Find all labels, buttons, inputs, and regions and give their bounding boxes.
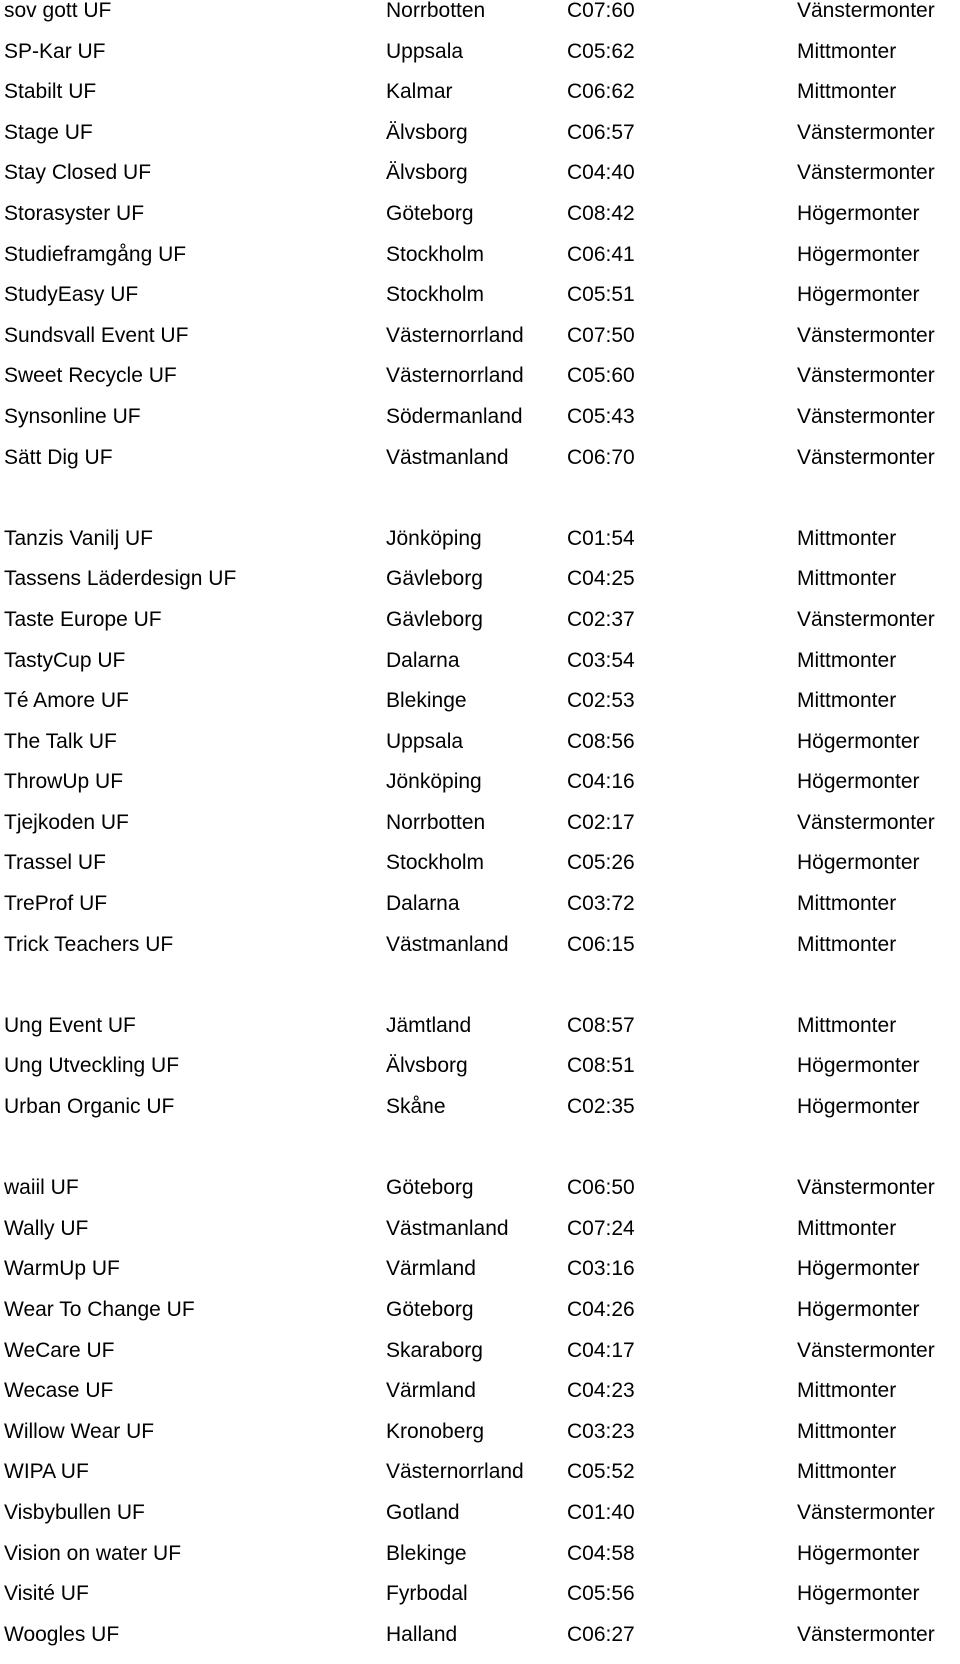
booth-position: Mittmonter bbox=[797, 526, 897, 550]
company-name: Wecase UF bbox=[4, 1379, 114, 1403]
table-row bbox=[2, 1502, 958, 1543]
booth-code: C02:37 bbox=[567, 607, 635, 631]
booth-position: Vänstermonter bbox=[797, 323, 935, 347]
company-name: StudyEasy UF bbox=[4, 283, 139, 307]
booth-code: C05:51 bbox=[567, 283, 635, 307]
booth-position: Högermonter bbox=[797, 201, 920, 225]
company-name: The Talk UF bbox=[4, 729, 117, 753]
booth-code: C03:72 bbox=[567, 892, 635, 916]
company-region: Blekinge bbox=[386, 689, 467, 713]
booth-code: C07:24 bbox=[567, 1216, 635, 1240]
booth-position: Högermonter bbox=[797, 1257, 920, 1281]
booth-code: C06:41 bbox=[567, 242, 635, 266]
table-row bbox=[2, 284, 958, 325]
company-region: Södermanland bbox=[386, 404, 523, 428]
company-region: Uppsala bbox=[386, 39, 464, 63]
booth-code: C06:62 bbox=[567, 80, 635, 104]
company-name: Trassel UF bbox=[4, 851, 106, 875]
booth-code: C04:23 bbox=[567, 1379, 635, 1403]
company-region: Jönköping bbox=[386, 770, 482, 794]
company-name: Tjejkoden UF bbox=[4, 810, 129, 834]
company-region: Skåne bbox=[386, 1095, 446, 1119]
booth-position: Högermonter bbox=[797, 242, 920, 266]
company-region: Västmanland bbox=[386, 932, 509, 956]
booth-position: Mittmonter bbox=[797, 689, 897, 713]
table-row bbox=[2, 1096, 958, 1137]
company-region: Värmland bbox=[386, 1257, 476, 1281]
company-region: Norrbotten bbox=[386, 810, 486, 834]
company-region: Norrbotten bbox=[386, 0, 486, 22]
booth-code: C06:57 bbox=[567, 120, 635, 144]
table-row bbox=[2, 0, 958, 41]
booth-position: Högermonter bbox=[797, 729, 920, 753]
company-region: Jönköping bbox=[386, 526, 482, 550]
booth-position: Mittmonter bbox=[797, 932, 897, 956]
company-name: Trick Teachers UF bbox=[4, 932, 174, 956]
table-row bbox=[2, 447, 958, 488]
booth-code: C08:42 bbox=[567, 201, 635, 225]
table-row bbox=[2, 893, 958, 934]
table-row bbox=[2, 1583, 958, 1624]
booth-code: C08:56 bbox=[567, 729, 635, 753]
company-region: Gävleborg bbox=[386, 567, 483, 591]
company-name: Stay Closed UF bbox=[4, 161, 152, 185]
booth-position: Mittmonter bbox=[797, 1216, 897, 1240]
company-name: waiil UF bbox=[4, 1176, 79, 1200]
booth-code: C02:17 bbox=[567, 810, 635, 834]
company-region: Göteborg bbox=[386, 201, 474, 225]
booth-position: Mittmonter bbox=[797, 892, 897, 916]
booth-position: Högermonter bbox=[797, 851, 920, 875]
table-row bbox=[2, 365, 958, 406]
booth-position: Mittmonter bbox=[797, 648, 897, 672]
booth-position: Vänstermonter bbox=[797, 1176, 935, 1200]
table-row bbox=[2, 1015, 958, 1056]
booth-position: Vänstermonter bbox=[797, 1338, 935, 1362]
booth-code: C05:60 bbox=[567, 364, 635, 388]
booth-code: C06:27 bbox=[567, 1622, 635, 1646]
company-region: Västernorrland bbox=[386, 1460, 524, 1484]
company-region: Halland bbox=[386, 1622, 458, 1646]
company-name: TastyCup UF bbox=[4, 648, 126, 672]
booth-position: Mittmonter bbox=[797, 1013, 897, 1037]
company-name: Stabilt UF bbox=[4, 80, 97, 104]
table-row bbox=[2, 406, 958, 447]
company-region: Kalmar bbox=[386, 80, 453, 104]
company-region: Göteborg bbox=[386, 1176, 474, 1200]
table-row bbox=[2, 1340, 958, 1381]
table-row bbox=[2, 1380, 958, 1421]
company-name: Taste Europe UF bbox=[4, 607, 162, 631]
booth-position: Vänstermonter bbox=[797, 1622, 935, 1646]
company-name: Vision on water UF bbox=[4, 1541, 182, 1565]
company-region: Stockholm bbox=[386, 851, 485, 875]
company-name: Tanzis Vanilj UF bbox=[4, 526, 153, 550]
group-spacer bbox=[2, 487, 958, 528]
booth-code: C07:50 bbox=[567, 323, 635, 347]
company-region: Värmland bbox=[386, 1379, 476, 1403]
company-region: Älvsborg bbox=[386, 161, 468, 185]
booth-code: C03:23 bbox=[567, 1419, 635, 1443]
company-name: Sundsvall Event UF bbox=[4, 323, 189, 347]
company-listing bbox=[2, 0, 958, 1664]
booth-code: C08:57 bbox=[567, 1013, 635, 1037]
booth-position: Vänstermonter bbox=[797, 1500, 935, 1524]
table-row bbox=[2, 771, 958, 812]
group-spacer bbox=[2, 1137, 958, 1178]
booth-code: C03:54 bbox=[567, 648, 635, 672]
booth-code: C02:53 bbox=[567, 689, 635, 713]
table-row bbox=[2, 650, 958, 691]
booth-code: C04:58 bbox=[567, 1541, 635, 1565]
table-row bbox=[2, 325, 958, 366]
booth-position: Högermonter bbox=[797, 1095, 920, 1119]
booth-code: C03:16 bbox=[567, 1257, 635, 1281]
table-row bbox=[2, 1177, 958, 1218]
booth-position: Mittmonter bbox=[797, 39, 897, 63]
table-row bbox=[2, 1055, 958, 1096]
booth-position: Vänstermonter bbox=[797, 607, 935, 631]
company-region: Västernorrland bbox=[386, 364, 524, 388]
booth-code: C05:56 bbox=[567, 1582, 635, 1606]
company-name: Visité UF bbox=[4, 1582, 89, 1606]
booth-position: Vänstermonter bbox=[797, 161, 935, 185]
booth-code: C05:52 bbox=[567, 1460, 635, 1484]
booth-position: Vänstermonter bbox=[797, 0, 935, 22]
company-name: Wally UF bbox=[4, 1216, 89, 1240]
booth-code: C01:40 bbox=[567, 1500, 635, 1524]
company-name: Visbybullen UF bbox=[4, 1500, 145, 1524]
booth-code: C01:54 bbox=[567, 526, 635, 550]
company-region: Jämtland bbox=[386, 1013, 472, 1037]
booth-position: Vänstermonter bbox=[797, 120, 935, 144]
table-row bbox=[2, 162, 958, 203]
company-name: Sweet Recycle UF bbox=[4, 364, 177, 388]
company-name: TreProf UF bbox=[4, 892, 108, 916]
table-row bbox=[2, 934, 958, 975]
booth-position: Högermonter bbox=[797, 1541, 920, 1565]
company-region: Västmanland bbox=[386, 1216, 509, 1240]
booth-position: Högermonter bbox=[797, 1054, 920, 1078]
company-region: Fyrbodal bbox=[386, 1582, 468, 1606]
company-name: sov gott UF bbox=[4, 0, 112, 22]
booth-code: C05:62 bbox=[567, 39, 635, 63]
company-region: Västernorrland bbox=[386, 323, 524, 347]
company-region: Älvsborg bbox=[386, 1054, 468, 1078]
table-row bbox=[2, 1218, 958, 1259]
table-row bbox=[2, 244, 958, 285]
booth-code: C06:50 bbox=[567, 1176, 635, 1200]
booth-position: Högermonter bbox=[797, 1582, 920, 1606]
company-region: Älvsborg bbox=[386, 120, 468, 144]
company-region: Gävleborg bbox=[386, 607, 483, 631]
table-row bbox=[2, 122, 958, 163]
company-name: Sätt Dig UF bbox=[4, 445, 113, 469]
booth-code: C05:26 bbox=[567, 851, 635, 875]
table-row bbox=[2, 1258, 958, 1299]
booth-code: C04:26 bbox=[567, 1298, 635, 1321]
company-region: Skaraborg bbox=[386, 1338, 483, 1362]
table-row bbox=[2, 812, 958, 853]
booth-position: Högermonter bbox=[797, 770, 920, 794]
booth-code: C07:60 bbox=[567, 0, 635, 22]
table-row bbox=[2, 609, 958, 650]
booth-position: Mittmonter bbox=[797, 1379, 897, 1403]
company-region: Kronoberg bbox=[386, 1419, 485, 1443]
company-name: Studieframgång UF bbox=[4, 242, 187, 266]
company-name: Ung Event UF bbox=[4, 1013, 136, 1037]
company-name: Stage UF bbox=[4, 120, 93, 144]
booth-code: C02:35 bbox=[567, 1095, 635, 1119]
booth-code: C04:40 bbox=[567, 161, 635, 185]
company-region: Dalarna bbox=[386, 648, 460, 672]
company-region: Blekinge bbox=[386, 1541, 467, 1565]
company-region: Gotland bbox=[386, 1500, 460, 1524]
table-row bbox=[2, 81, 958, 122]
booth-code: C04:17 bbox=[567, 1338, 635, 1362]
table-row bbox=[2, 1299, 958, 1340]
company-region: Uppsala bbox=[386, 729, 464, 753]
booth-code: C06:15 bbox=[567, 932, 635, 956]
company-name: Ung Utveckling UF bbox=[4, 1054, 180, 1078]
booth-position: Vänstermonter bbox=[797, 404, 935, 428]
company-name: Urban Organic UF bbox=[4, 1095, 175, 1119]
company-name: WIPA UF bbox=[4, 1460, 89, 1484]
company-name: Storasyster UF bbox=[4, 201, 145, 225]
company-name: Wear To Change UF bbox=[4, 1298, 195, 1321]
booth-code: C04:16 bbox=[567, 770, 635, 794]
company-region: Västmanland bbox=[386, 445, 509, 469]
table-row bbox=[2, 41, 958, 82]
table-row bbox=[2, 1543, 958, 1584]
company-region: Stockholm bbox=[386, 283, 485, 307]
booth-code: C05:43 bbox=[567, 404, 635, 428]
booth-position: Vänstermonter bbox=[797, 810, 935, 834]
company-name: SP-Kar UF bbox=[4, 39, 106, 63]
booth-position: Mittmonter bbox=[797, 567, 897, 591]
table-row bbox=[2, 731, 958, 772]
company-region: Dalarna bbox=[386, 892, 460, 916]
company-name: Tassens Läderdesign UF bbox=[4, 567, 237, 591]
booth-position: Mittmonter bbox=[797, 80, 897, 104]
booth-position: Mittmonter bbox=[797, 1460, 897, 1484]
booth-code: C08:51 bbox=[567, 1054, 635, 1078]
booth-position: Mittmonter bbox=[797, 1419, 897, 1443]
table-row bbox=[2, 1624, 958, 1664]
company-name: Synsonline UF bbox=[4, 404, 141, 428]
table-row bbox=[2, 690, 958, 731]
booth-code: C06:70 bbox=[567, 445, 635, 469]
company-name: Té Amore UF bbox=[4, 689, 129, 713]
booth-position: Högermonter bbox=[797, 283, 920, 307]
table-row bbox=[2, 1461, 958, 1502]
company-region: Göteborg bbox=[386, 1298, 474, 1321]
company-name: WarmUp UF bbox=[4, 1257, 120, 1281]
table-row bbox=[2, 203, 958, 244]
booth-code: C04:25 bbox=[567, 567, 635, 591]
table-row bbox=[2, 1421, 958, 1462]
company-name: WeCare UF bbox=[4, 1338, 115, 1362]
company-name: ThrowUp UF bbox=[4, 770, 124, 794]
company-name: Woogles UF bbox=[4, 1622, 120, 1646]
booth-position: Vänstermonter bbox=[797, 364, 935, 388]
booth-position: Vänstermonter bbox=[797, 445, 935, 469]
table-row bbox=[2, 852, 958, 893]
table-row bbox=[2, 568, 958, 609]
booth-position: Högermonter bbox=[797, 1298, 920, 1321]
company-name: Willow Wear UF bbox=[4, 1419, 155, 1443]
group-spacer bbox=[2, 974, 958, 1015]
company-region: Stockholm bbox=[386, 242, 485, 266]
table-row bbox=[2, 528, 958, 569]
